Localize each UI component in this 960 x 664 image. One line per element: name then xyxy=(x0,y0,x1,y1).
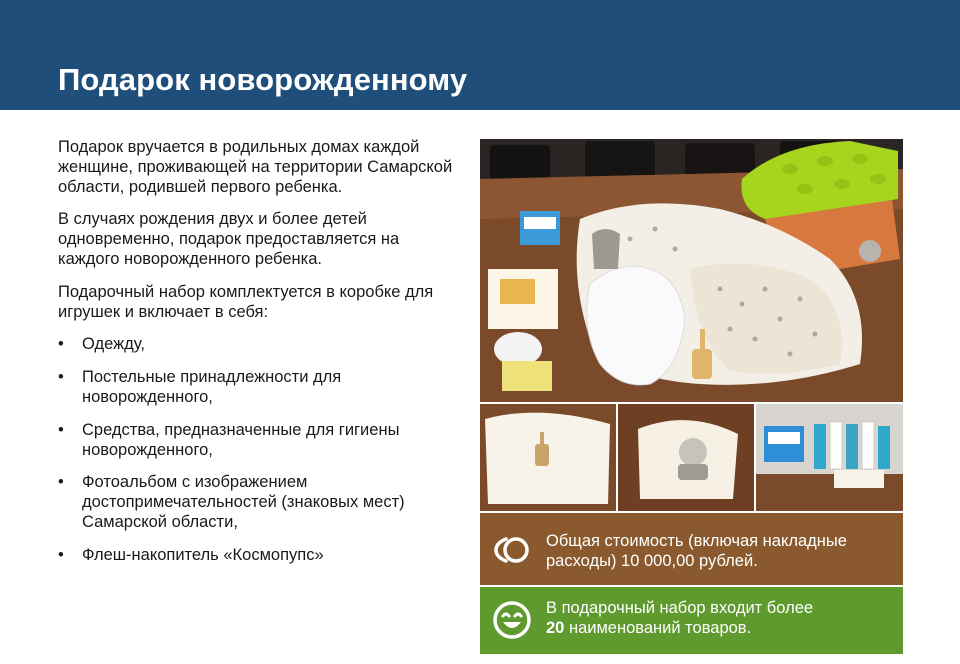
bullet-dot: • xyxy=(58,368,64,387)
paragraph-multiple-births: В случаях рождения двух и более детей одновременно, подарок предоставляется на каждого новорожденного ребенка. xyxy=(58,210,400,268)
newborn-gift-set-photo xyxy=(480,139,903,402)
hygiene-products-photo xyxy=(756,404,903,511)
contents-list xyxy=(58,335,458,565)
info-cost-text: Общая стоимость (включая накладные расходы) 10 000,00 рублей. xyxy=(546,532,847,570)
list-item: • Средства, предназначенные для гигиены новорожденного, xyxy=(58,420,400,459)
blanket-photo xyxy=(480,404,616,511)
bullet-dot: • xyxy=(58,420,64,439)
list-item: • Фотоальбом с изображением достопримечательностей (знаковых мест) Самарской области, xyxy=(58,473,405,531)
info-items-prefix: В подарочный набор входит более xyxy=(546,599,814,617)
bullet-dot: • xyxy=(58,473,64,492)
info-items-box xyxy=(480,587,903,654)
bullet-dot: • xyxy=(58,545,64,564)
smiley-icon xyxy=(492,600,532,640)
coin-icon xyxy=(492,530,532,570)
bullet-dot: • xyxy=(58,335,64,354)
info-items-text xyxy=(546,598,896,638)
hooded-towel-photo xyxy=(618,404,754,511)
paragraph-contents: Подарочный набор комплектуется в коробке для игрушек и включает в себя: xyxy=(58,282,434,321)
list-item: • Постельные принадлежности для новорожденного, xyxy=(58,368,342,406)
info-items-suffix: наименований товаров. xyxy=(568,619,752,637)
info-cost-box xyxy=(480,513,903,585)
paragraph-recipients: Подарок вручается в родильных домах каждой женщине, проживающей на территории Самарской области, родившей первого ребенка. xyxy=(58,138,453,196)
list-item: • Флеш-накопитель «Космопупс» xyxy=(58,545,324,564)
info-items-count: 20 xyxy=(546,619,565,637)
photo-collage xyxy=(480,139,903,511)
text-column xyxy=(58,138,458,579)
list-item: • Одежду, xyxy=(58,335,145,354)
slide-title: Подарок новорожденному xyxy=(58,62,468,97)
